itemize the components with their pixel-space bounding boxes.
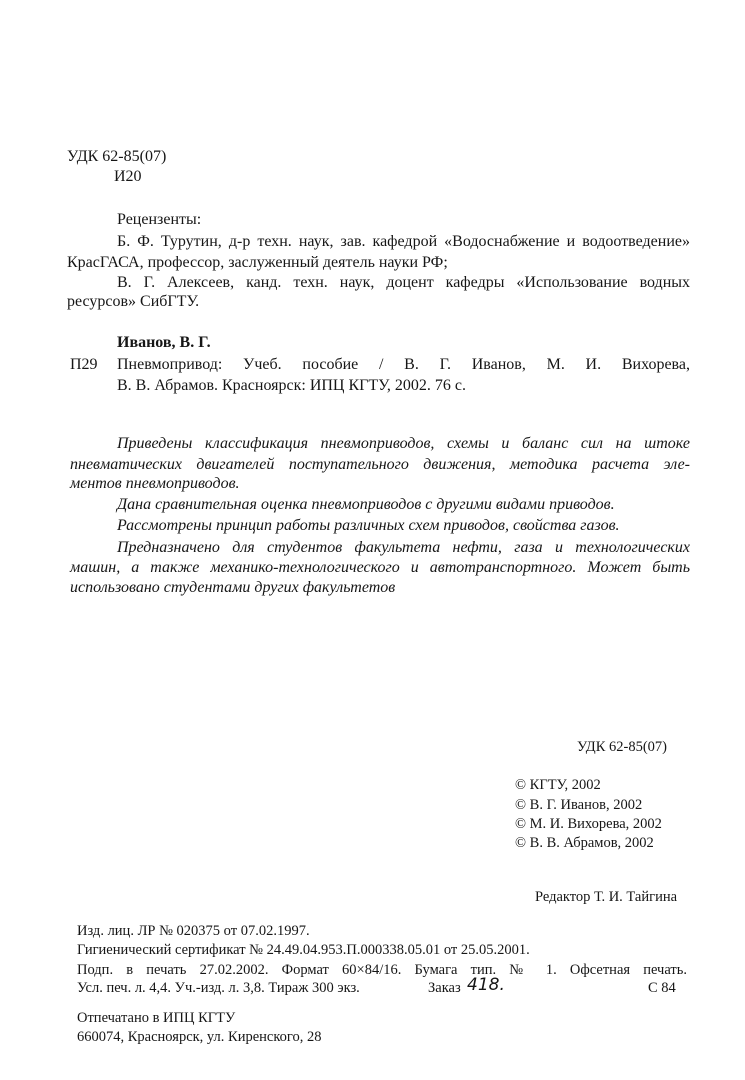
printed-at-line: Отпечатано в ИПЦ КГТУ: [77, 1010, 236, 1026]
certificate-line: Гигиенический сертификат № 24.49.04.953.П.000338.05.01 от 25.05.2001.: [77, 942, 530, 958]
abstract-line: пневматических двигателей поступательного движения, методика расчета эле-: [70, 456, 690, 473]
abstract-line: машин, а также механико-технологического и автотранспортного. Может быть: [70, 559, 690, 576]
author-heading: Иванов, В. Г.: [117, 334, 211, 351]
abstract-line: Рассмотрены принцип работы различных схем приводов, свойства газов.: [117, 517, 620, 534]
print-details-line: Подп. в печать 27.02.2002. Формат 60×84/16. Бумага тип. № 1. Офсетная печать.: [77, 962, 687, 978]
license-line: Изд. лиц. ЛР № 020375 от 07.02.1997.: [77, 923, 310, 939]
copyright-line: © В. Г. Иванов, 2002: [515, 797, 643, 813]
reviewer-1-line-2: КрасГАСА, профессор, заслуженный деятель науки РФ;: [67, 254, 448, 271]
sheets-line: Усл. печ. л. 4,4. Уч.-изд. л. 3,8. Тираж 300 экз.: [77, 980, 360, 996]
copyright-line: © М. И. Вихорева, 2002: [515, 816, 662, 832]
udc-code: УДК 62-85(07): [67, 148, 167, 165]
reviewer-1-line-1: Б. Ф. Турутин, д-р техн. наук, зав. кафедрой «Водоснабжение и водоотведение»: [117, 233, 690, 250]
order-number-handwritten: 418.: [467, 975, 505, 995]
author-index: И20: [114, 168, 142, 185]
code-line: С 84: [648, 980, 676, 996]
copyright-line: © В. В. Абрамов, 2002: [515, 835, 654, 851]
address-line: 660074, Красноярск, ул. Киренского, 28: [77, 1029, 322, 1045]
copyright-line: © КГТУ, 2002: [515, 777, 601, 793]
editor-line: Редактор Т. И. Тайгина: [535, 889, 678, 905]
abstract-line: использовано студентами других факультетов: [70, 579, 396, 596]
reviewers-heading: Рецензенты:: [117, 211, 202, 228]
order-label: Заказ: [428, 980, 461, 996]
abstract-line: Предназначено для студентов факультета нефти, газа и технологических: [117, 539, 690, 556]
abstract-line: Дана сравнительная оценка пневмоприводов с другими видами приводов.: [117, 496, 615, 513]
citation-line-1: Пневмопривод: Учеб. пособие / В. Г. Иванов, М. И. Вихорева,: [117, 356, 690, 373]
citation-line-2: В. В. Абрамов. Красноярск: ИПЦ КГТУ, 2002. 76 с.: [117, 377, 466, 394]
reviewer-2-line-2: ресурсов» СибГТУ.: [67, 293, 200, 310]
reviewer-2-line-1: В. Г. Алексеев, канд. техн. наук, доцент кафедры «Использование водных: [117, 274, 690, 291]
udc-code-right: УДК 62-85(07): [577, 739, 667, 755]
abstract-line: ментов пневмоприводов.: [70, 475, 240, 492]
call-number: П29: [70, 356, 98, 373]
abstract-line: Приведены классификация пневмоприводов, схемы и баланс сил на штоке: [117, 435, 690, 452]
